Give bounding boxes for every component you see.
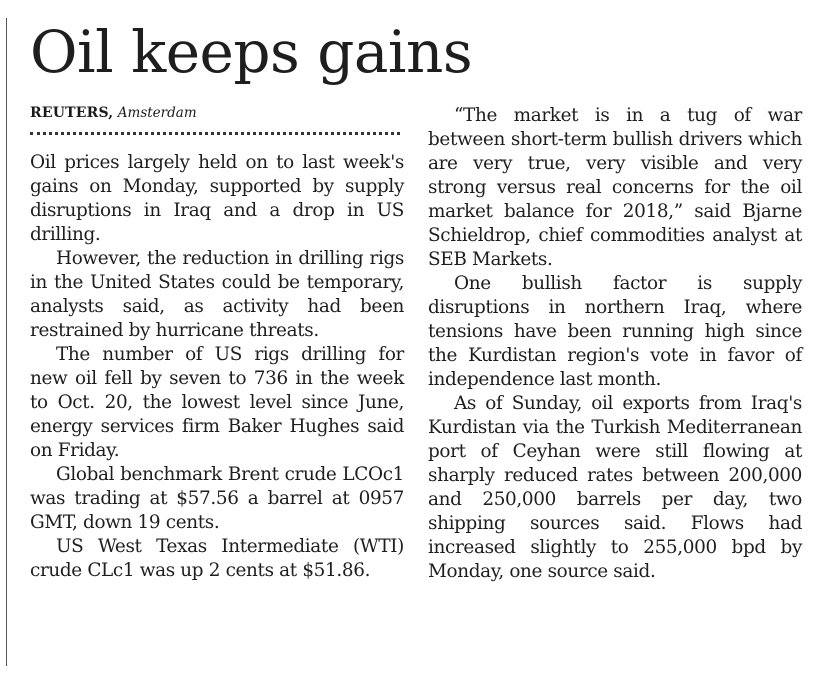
article-column-right [428, 104, 802, 584]
byline [30, 104, 404, 126]
paragraph: However, the reduction in drilling rigs in the United States could be temporary, analysts said, as activity had been restrained by hurricane threats. [30, 248, 404, 341]
body-text-right [428, 104, 802, 584]
body-text-left [30, 151, 404, 583]
column-rule [6, 18, 7, 666]
paragraph: One bullish factor is supply disruptions in northern Iraq, where tensions have been running high since the Kurdistan region's vote in favor of independence last month. [428, 273, 802, 390]
paragraph: Global benchmark Brent crude LCOc1 was trading at $57.56 a barrel at 0957 GMT, down 19 cents. [30, 464, 404, 533]
article-column-left [30, 104, 404, 583]
headline: Oil keeps gains [30, 18, 473, 86]
byline-agency: REUTERS, [30, 105, 114, 121]
dotted-divider [30, 132, 400, 135]
paragraph: US West Texas Intermediate (WTI) crude CLc1 was up 2 cents at $51.86. [30, 536, 404, 581]
paragraph: As of Sunday, oil exports from Iraq's Kurdistan via the Turkish Mediterranean port of Ceyhan were still flowing at sharply reduced rates between 200,000 and 250,000 barrels per day, two shipping sources said. Flows had increased slightly to 255,000 bpd by Monday, one source said. [428, 393, 802, 582]
paragraph: Oil prices largely held on to last week's gains on Monday, supported by supply disruptions in Iraq and a drop in US drilling. [30, 152, 404, 245]
paragraph: “The market is in a tug of war between short-term bullish drivers which are very true, very visible and very strong versus real concerns for the oil market balance for 2018,” said Bjarne Schieldrop, chief commodities analyst at SEB Markets. [428, 105, 802, 270]
paragraph: The number of US rigs drilling for new oil fell by seven to 736 in the week to Oct. 20, the lowest level since June, energy services firm Baker Hughes said on Friday. [30, 344, 404, 461]
byline-location: Amsterdam [117, 105, 197, 121]
